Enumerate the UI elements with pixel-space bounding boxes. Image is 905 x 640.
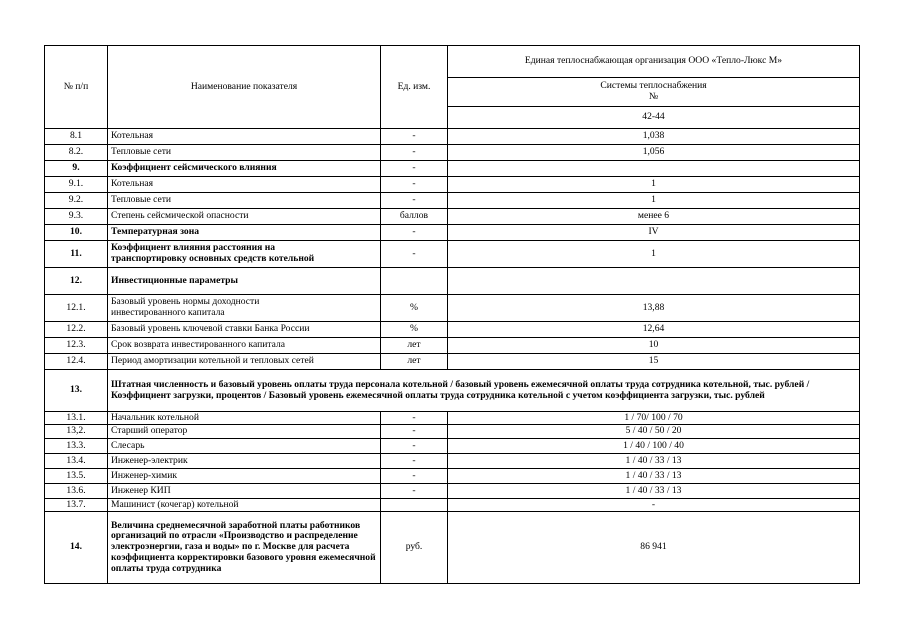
- row-name-line2: инвестированного капитала: [111, 307, 225, 318]
- row-num: 8.1: [45, 129, 108, 145]
- row-unit: -: [381, 129, 448, 145]
- row-value: 1: [448, 177, 860, 193]
- row-value: IV: [448, 225, 860, 241]
- row-name: Начальник котельной: [108, 412, 381, 425]
- row-name: Базовый уровень ключевой ставки Банка России: [108, 322, 381, 338]
- row-name: Старший оператор: [108, 425, 381, 439]
- row-unit: баллов: [381, 209, 448, 225]
- row-num: 13.: [45, 370, 108, 412]
- row-name-line1: Базовый уровень нормы доходности: [111, 296, 260, 308]
- row-value: 15: [448, 354, 860, 370]
- table-row: [45, 469, 860, 484]
- header-systems: [448, 78, 860, 107]
- row-unit: -: [381, 225, 448, 241]
- table-row: [45, 425, 860, 439]
- row-unit: [381, 499, 448, 512]
- row-value: 10: [448, 338, 860, 354]
- row-unit: -: [381, 193, 448, 209]
- row-num: 9.1.: [45, 177, 108, 193]
- table-row: [45, 177, 860, 193]
- row-num: 9.3.: [45, 209, 108, 225]
- row-name-line1: Коэффициент влияния расстояния на: [111, 242, 276, 254]
- row-name: Инженер-электрик: [108, 454, 381, 469]
- table-row: [45, 412, 860, 425]
- table-row: [45, 145, 860, 161]
- row-name: Котельная: [108, 129, 381, 145]
- indicators-table: [44, 45, 860, 584]
- table-row: [45, 354, 860, 370]
- row-value: менее 6: [448, 209, 860, 225]
- row-unit: руб.: [381, 512, 448, 584]
- row-name: Инженер КИП: [108, 484, 381, 499]
- row-value: 1 / 40 / 33 / 13: [448, 484, 860, 499]
- row-value: 1 / 70/ 100 / 70: [448, 412, 860, 425]
- table-row: [45, 225, 860, 241]
- row-unit: -: [381, 412, 448, 425]
- header-row: [45, 46, 860, 78]
- row-name: Степень сейсмической опасности: [108, 209, 381, 225]
- row-num: 12.2.: [45, 322, 108, 338]
- table-row: [45, 129, 860, 145]
- row-value: [448, 268, 860, 295]
- row-unit: [381, 268, 448, 295]
- row-name: Машинист (кочегар) котельной: [108, 499, 381, 512]
- row-name: Инвестиционные параметры: [108, 268, 381, 295]
- header-num: № п/п: [45, 46, 108, 129]
- row-unit: %: [381, 322, 448, 338]
- row-num: 14.: [45, 512, 108, 584]
- row-unit: -: [381, 439, 448, 454]
- header-systems-line1: Системы теплоснабжения: [600, 80, 707, 92]
- row-name: Штатная численность и базовый уровень оплаты труда персонала котельной / базовый уровень ежемесячной оплаты труда сотрудника котельной, тыс. рублей / Коэффициент загрузки, процентов / Базовый уровень ежемесячной оплаты труда сотрудника котельной с учетом коэффициента загрузки, тыс. рублей: [108, 370, 860, 412]
- row-num: 12.: [45, 268, 108, 295]
- row-name-line2: транспортировку основных средств котельной: [111, 253, 315, 264]
- row-value: 13,88: [448, 295, 860, 322]
- table-row: [45, 295, 860, 322]
- row-num: 8.2.: [45, 145, 108, 161]
- table-row: [45, 322, 860, 338]
- row-num: 12.1.: [45, 295, 108, 322]
- row-value: 5 / 40 / 50 / 20: [448, 425, 860, 439]
- row-unit: %: [381, 295, 448, 322]
- table-row: [45, 484, 860, 499]
- row-value: 1 / 40 / 100 / 40: [448, 439, 860, 454]
- row-num: 9.: [45, 161, 108, 177]
- table-row: [45, 512, 860, 584]
- row-name: Инженер-химик: [108, 469, 381, 484]
- row-name: Срок возврата инвестированного капитала: [108, 338, 381, 354]
- row-unit: -: [381, 161, 448, 177]
- table-row: [45, 499, 860, 512]
- row-unit: -: [381, 425, 448, 439]
- table-row: [45, 209, 860, 225]
- row-num: 12.4.: [45, 354, 108, 370]
- header-name: Наименование показателя: [108, 46, 381, 129]
- row-unit: -: [381, 469, 448, 484]
- row-value: 1: [448, 193, 860, 209]
- table-row: [45, 193, 860, 209]
- row-num: 13.5.: [45, 469, 108, 484]
- row-num: 9.2.: [45, 193, 108, 209]
- row-name: [108, 295, 381, 322]
- table-row: [45, 338, 860, 354]
- header-systems-ids: 42-44: [448, 107, 860, 129]
- row-name: [108, 241, 381, 268]
- row-num: 11.: [45, 241, 108, 268]
- row-num: 10.: [45, 225, 108, 241]
- row-name: Величина среднемесячной заработной платы работников организаций по отрасли «Производство и распределение электроэнергии, газа и воды» по г. Москве для расчета коэффициента корректировки базового уровня ежемесячной оплаты труда сотрудника: [108, 512, 381, 584]
- row-unit: лет: [381, 354, 448, 370]
- row-value: 86 941: [448, 512, 860, 584]
- row-name: Тепловые сети: [108, 145, 381, 161]
- table-row: [45, 454, 860, 469]
- row-unit: -: [381, 177, 448, 193]
- table-row: [45, 161, 860, 177]
- header-unit: Ед. изм.: [381, 46, 448, 129]
- row-name: Период амортизации котельной и тепловых сетей: [108, 354, 381, 370]
- row-num: 13.1.: [45, 412, 108, 425]
- row-value: 12,64: [448, 322, 860, 338]
- row-value: 1,056: [448, 145, 860, 161]
- header-systems-line2: №: [648, 91, 659, 102]
- header-org: Единая теплоснабжающая организация ООО «Тепло-Люкс М»: [448, 46, 860, 78]
- row-num: 13.6.: [45, 484, 108, 499]
- row-num: 13.7.: [45, 499, 108, 512]
- row-unit: -: [381, 454, 448, 469]
- row-unit: -: [381, 484, 448, 499]
- table-row: [45, 370, 860, 412]
- row-value: 1: [448, 241, 860, 268]
- table-row: [45, 241, 860, 268]
- row-value: 1 / 40 / 33 / 13: [448, 454, 860, 469]
- row-name: Тепловые сети: [108, 193, 381, 209]
- row-num: 12.3.: [45, 338, 108, 354]
- row-name: Температурная зона: [108, 225, 381, 241]
- row-unit: -: [381, 241, 448, 268]
- row-unit: -: [381, 145, 448, 161]
- row-num: 13,2.: [45, 425, 108, 439]
- row-value: -: [448, 499, 860, 512]
- table-row: [45, 268, 860, 295]
- row-name: Коэффициент сейсмического влияния: [108, 161, 381, 177]
- row-value: 1 / 40 / 33 / 13: [448, 469, 860, 484]
- row-value: 1,038: [448, 129, 860, 145]
- row-name: Слесарь: [108, 439, 381, 454]
- row-unit: лет: [381, 338, 448, 354]
- table-row: [45, 439, 860, 454]
- row-num: 13.3.: [45, 439, 108, 454]
- row-name: Котельная: [108, 177, 381, 193]
- row-num: 13.4.: [45, 454, 108, 469]
- row-value: [448, 161, 860, 177]
